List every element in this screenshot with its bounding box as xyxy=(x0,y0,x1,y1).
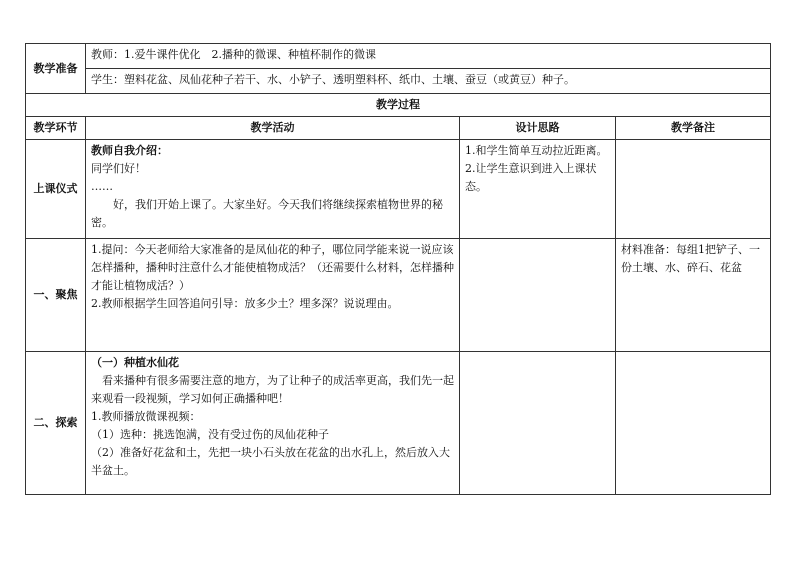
prep-row-student xyxy=(26,69,771,94)
activity-line: 2.教师根据学生回答追问引导：放多少土？埋多深？说说理由。 xyxy=(91,297,399,310)
header-notes: 教学备注 xyxy=(616,117,771,140)
process-title-row xyxy=(26,94,771,117)
design-line: 2.让学生意识到进入上课状态。 xyxy=(465,162,597,193)
header-design: 设计思路 xyxy=(460,117,616,140)
activity-cell xyxy=(86,352,460,495)
prep-student: 学生：塑料花盆、凤仙花种子若干、水、小铲子、透明塑料杯、纸巾、土壤、蚕豆（或黄豆）种子。 xyxy=(86,69,771,94)
design-cell xyxy=(460,140,616,239)
activity-line: 教师自我介绍： xyxy=(91,144,168,157)
header-stage: 教学环节 xyxy=(26,117,86,140)
table-row xyxy=(26,352,771,495)
header-activity: 教学活动 xyxy=(86,117,460,140)
activity-line: …… xyxy=(91,180,113,193)
prep-row-teacher xyxy=(26,44,771,69)
notes-cell: 材料准备：每组1把铲子、一份土壤、水、碎石、花盆 xyxy=(616,239,771,352)
header-row xyxy=(26,117,771,140)
activity-line: （2）准备好花盆和土，先把一块小石头放在花盆的出水孔上，然后放入大半盆土。 xyxy=(91,446,450,477)
design-cell xyxy=(460,352,616,495)
table-row xyxy=(26,239,771,352)
activity-line: （一）种植水仙花 xyxy=(91,356,179,369)
prep-teacher: 教师：1.爱牛课件优化 2.播种的微课、种植杯制作的微课 xyxy=(86,44,771,69)
stage-cell: 一、聚焦 xyxy=(26,239,86,352)
stage-cell: 上课仪式 xyxy=(26,140,86,239)
prep-label: 教学准备 xyxy=(26,44,86,94)
stage-cell: 二、探索 xyxy=(26,352,86,495)
lesson-plan-table xyxy=(25,43,771,495)
activity-line: 1.教师播放微课视频： xyxy=(91,410,201,423)
design-line: 1.和学生简单互动拉近距离。 xyxy=(465,144,608,157)
activity-cell xyxy=(86,140,460,239)
notes-cell xyxy=(616,140,771,239)
activity-line: 同学们好！ xyxy=(91,162,146,175)
activity-line: 好，我们开始上课了。大家坐好。今天我们将继续探索植物世界的秘密。 xyxy=(91,198,443,229)
activity-line: 看来播种有很多需要注意的地方，为了让种子的成活率更高，我们先一起来观看一段视频，学习如何正确播种吧！ xyxy=(91,374,454,405)
activity-cell xyxy=(86,239,460,352)
notes-cell xyxy=(616,352,771,495)
design-cell xyxy=(460,239,616,352)
activity-line: 1.提问：今天老师给大家准备的是凤仙花的种子，哪位同学能来说一说应该怎样播种，播种时注意什么才能使植物成活？（还需要什么材料，怎样播种才能让植物成活？） xyxy=(91,243,454,292)
activity-line: （1）选种：挑选饱满，没有受过伤的凤仙花种子 xyxy=(91,428,329,441)
process-title: 教学过程 xyxy=(26,94,771,117)
table-row xyxy=(26,140,771,239)
